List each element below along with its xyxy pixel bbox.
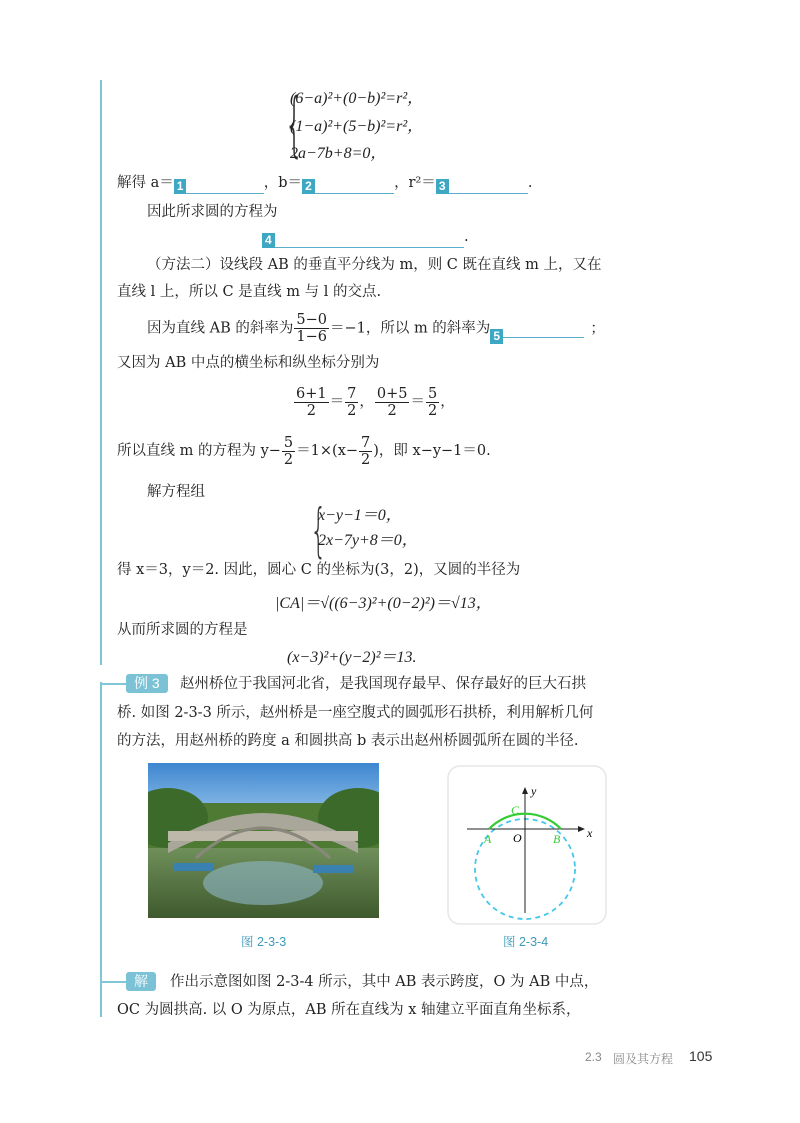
paragraph-line: OC 为圆拱高. 以 O 为原点，AB 所在直线为 x 轴建立平面直角坐标系，: [117, 1002, 581, 1018]
answer-blank-2[interactable]: [302, 176, 394, 194]
solve-line: [117, 173, 532, 194]
blank-number: 1: [174, 179, 187, 194]
label-O: O: [513, 831, 522, 845]
numerator: 5: [427, 385, 438, 402]
fraction: [426, 386, 439, 419]
text: ，b＝: [263, 175, 303, 191]
radius-formula: |CA|＝√((6−3)²+(0−2)²)＝√13，: [275, 595, 492, 612]
figure-caption: 图 2-3-3: [241, 935, 287, 949]
page-number: 105: [689, 1048, 713, 1064]
figure-caption: 图 2-3-4: [503, 935, 549, 949]
footer-title: 圆及其方程: [613, 1052, 674, 1066]
text: ，: [359, 394, 374, 410]
equation: 2x−7y+8＝0，: [318, 532, 418, 549]
paragraph-line: 的方法，用赵州桥的跨度 a 和圆拱高 b 表示出赵州桥圆弧所在圆的半径.: [117, 733, 579, 749]
blank-number: 3: [436, 179, 449, 194]
text: 因为直线 AB 的斜率为: [147, 320, 294, 337]
paragraph-line: （方法二）设线段 AB 的垂直平分线为 m，则 C 既在直线 m 上，又在: [147, 257, 602, 273]
denominator: 2: [427, 402, 438, 419]
equation: (6−a)²+(0−b)²=r²，: [290, 90, 424, 107]
final-equation: (x−3)²+(y−2)²＝13.: [287, 649, 417, 666]
numerator: 7: [347, 385, 357, 402]
margin-bar: [100, 682, 102, 1017]
equation: x−y−1＝0，: [318, 507, 402, 524]
answer-blank-4[interactable]: [262, 230, 464, 248]
numerator: 0+5: [376, 385, 408, 402]
text: 从而所求圆的方程是: [117, 622, 248, 638]
label-x: x: [587, 826, 593, 840]
fraction: [375, 386, 410, 419]
label-A: A: [484, 832, 492, 846]
answer-blank-1[interactable]: [174, 176, 264, 194]
brace: {: [284, 83, 305, 165]
denominator: 2: [387, 402, 397, 419]
answer-line-4: [262, 227, 469, 248]
numerator: 5−0: [296, 312, 327, 328]
text: ，r²＝: [394, 175, 436, 191]
numerator: 5: [283, 434, 294, 451]
answer-blank-3[interactable]: [436, 176, 528, 194]
equation: 2a−7b+8=0，: [290, 145, 387, 162]
blank-number: 4: [262, 233, 275, 248]
denominator: 2: [347, 402, 357, 419]
fraction: [282, 435, 295, 468]
denominator: 2: [306, 402, 316, 419]
footer-section: 2.3: [585, 1050, 602, 1064]
text: 因此所求圆的方程为: [147, 204, 278, 220]
text: ＝: [329, 394, 345, 410]
text: .: [527, 175, 533, 191]
line-m-equation: [117, 434, 491, 468]
numerator: 6+1: [296, 385, 327, 402]
text: ＝1×(x−: [296, 443, 359, 459]
paragraph-line: 直线 l 上，所以 C 是直线 m 与 l 的交点.: [117, 284, 382, 300]
text: )，即 x−y−1＝0.: [373, 443, 491, 459]
label-B: B: [553, 832, 561, 846]
connector-line: [100, 683, 128, 685]
paragraph-line: 桥. 如图 2-3-3 所示，赵州桥是一座空腹式的圆弧形石拱桥，利用解析几何: [117, 705, 594, 721]
fraction: [294, 386, 329, 419]
solution-badge: 解: [126, 972, 156, 991]
midpoint-formula: [293, 385, 455, 419]
answer-blank-5[interactable]: [490, 320, 584, 343]
label-C: C: [511, 803, 520, 817]
text: 解得 a＝: [117, 175, 174, 191]
fraction: [359, 435, 372, 468]
text: ；: [590, 320, 605, 337]
margin-bar: [100, 80, 102, 665]
label-y: y: [531, 784, 537, 798]
blank-number: 5: [490, 329, 503, 344]
equation: (1−a)²+(5−b)²=r²，: [290, 118, 424, 135]
denominator: 1−6: [296, 329, 327, 345]
circle-arc-diagram: [447, 765, 607, 925]
paragraph-line: 作出示意图如图 2-3-4 所示，其中 AB 表示跨度，O 为 AB 中点，: [170, 974, 599, 990]
text: 解方程组: [147, 484, 205, 500]
paragraph-line: 得 x＝3，y＝2. 因此，圆心 C 的坐标为(3，2)，又圆的半径为: [117, 562, 521, 578]
fraction: [345, 386, 358, 419]
example-badge: 例 3: [126, 674, 168, 693]
diagram-frame: [448, 766, 606, 924]
paragraph-line: 又因为 AB 中点的横坐标和纵坐标分别为: [117, 355, 380, 371]
text: ＝: [410, 394, 425, 410]
denominator: 2: [361, 451, 371, 468]
blank-number: 2: [302, 179, 315, 194]
brace: {: [310, 496, 327, 564]
slope-line: [147, 312, 605, 345]
text: ，: [440, 394, 455, 410]
zhaozhou-bridge-photo: [148, 763, 379, 918]
text: ＝−1，所以 m 的斜率为: [329, 320, 491, 337]
paragraph-line: 赵州桥位于我国河北省，是我国现存最早、保存最好的巨大石拱: [180, 676, 586, 692]
numerator: 7: [361, 434, 371, 451]
text: .: [464, 229, 469, 245]
denominator: 2: [283, 451, 294, 468]
connector-line: [100, 981, 128, 983]
text: 所以直线 m 的方程为 y−: [117, 443, 281, 459]
fraction: [294, 312, 329, 345]
